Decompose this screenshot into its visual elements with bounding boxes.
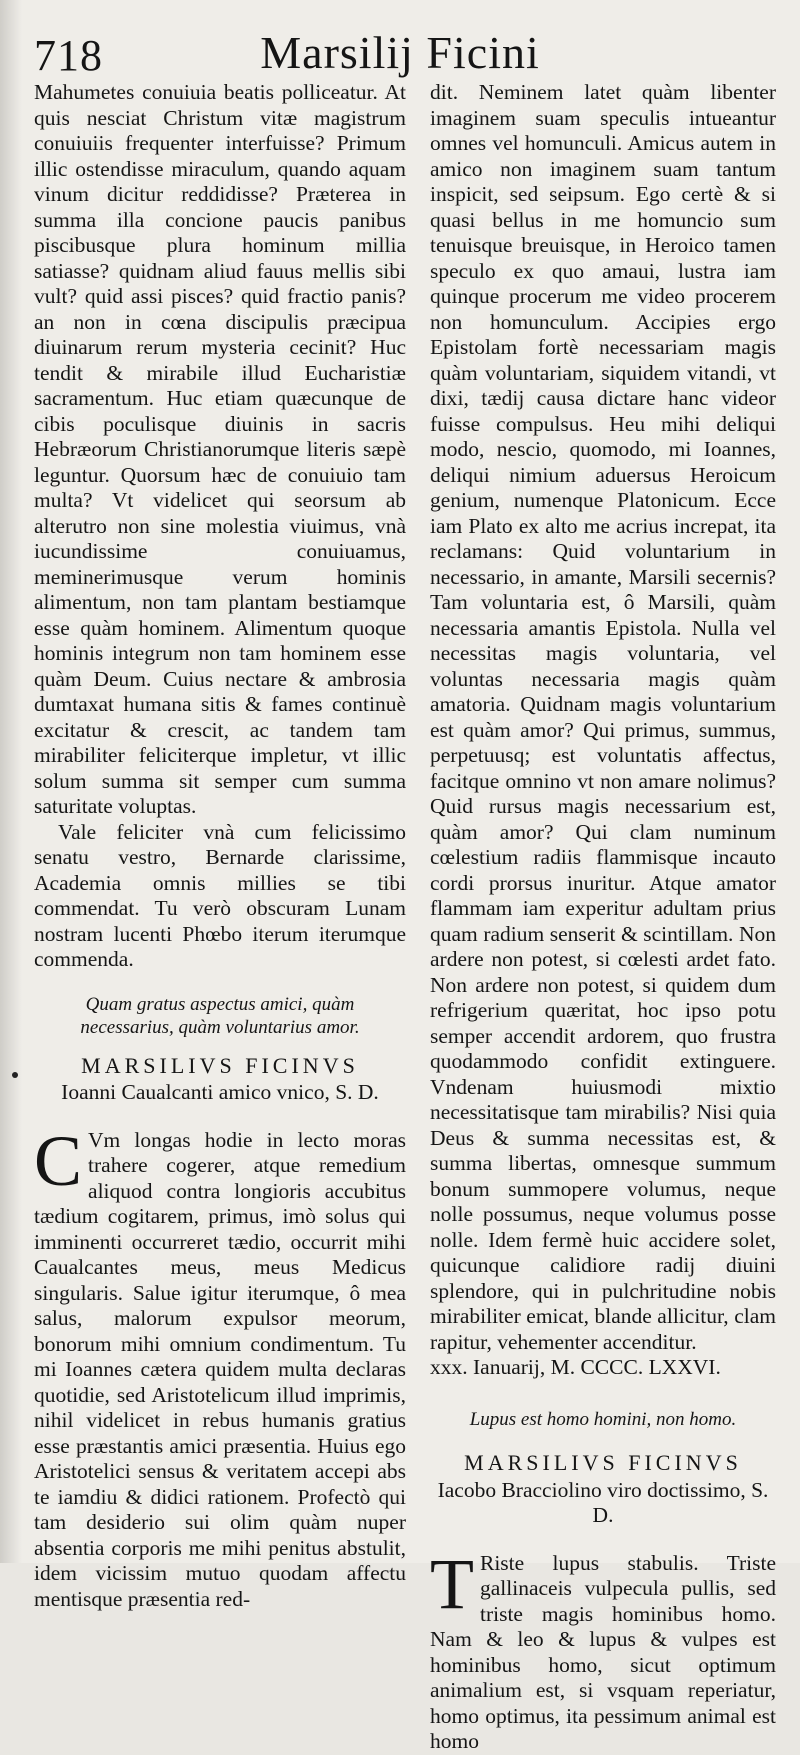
letter-addressee: Iacobo Bracciolino viro doctissimo, S. D. (437, 1477, 769, 1527)
previous-letter-closing: Vale feliciter vnà cum felicissimo senatu vestro, Bernarde clarissime, Academia omnis millies se tibi commendat. Tu verò obscuram Lunam nostram lucenti Phœbo iterum iterumque commenda. (34, 819, 406, 971)
header-title: Marsilij Ficini (260, 27, 540, 78)
letter-body (34, 1120, 406, 1613)
letter-body (430, 1543, 776, 1755)
page-number: 718 (34, 31, 103, 80)
letter-motto: Lupus est homo homini, non homo. (469, 1408, 737, 1430)
margin-mark (12, 1072, 18, 1078)
previous-letter-text: Mahumetes conuiuia beatis polliceatur. At quis nesciat Christum vitæ magistrum conuiuiis frequenter interfuisse? Primum illic ostendisse miraculum, quando aquam vinum dicitur reddidisse? Præterea in summa illa concione paucis panibus piscibusque plura hominum millia satiasse? quidnam aliud fauus mellis sibi vult? quid assi pisces? quid fractio panis? an non in cœna discipulis præcipua diuinarum rerum mysteria cecinit? Huc tendit & mirabile illud Eucharistiæ sacramentum. Huc etiam quæcunque de cibis poculisque diuinis in sacris Hebræorum Christianorumque literis sæpè leguntur. Quorsum hæc de conuiuio tam multa? Vt videlicet qui seorsum ab alterutro non sine molestia viuimus, vnà iucundissime conuiuamus, meminerimusque verum hominis alimentum, non tam plantam bestiamque esse quàm hominem. Alimentum quoque hominis integrum non tam hominem esse quàm Deum. Cuius nectare & ambrosia dumtaxat humana sitis & fames continuè excitatur & crescit, ac tandem tam mirabiliter feliciterque impletur, vt illic solum summa sit semper cum summa saturitate voluptas. (34, 80, 406, 818)
right-column (430, 80, 776, 1755)
letter-heading: MARSILIVS FICINVS (81, 1052, 359, 1078)
letter-continuation-text: dit. Neminem latet quàm libenter imaginem suam speculis intueantur omnes vel homunculi. Amicus autem in amico non imaginem suam tantum inspicit, sed seipsum. Ego certè & si quasi bellus in me homuncio sum tenuisque breuisque, in Heroico tamen speculo ex quo amaui, lustra iam quinque procerum me video procerem non homunculum. Accipies ergo Epistolam fortè necessariam magis quàm voluntariam, siquidem vitandi, vt dixi, tædij causa dictare hanc videor fuisse compulsus. Heu mihi deliqui modo, nescio, quomodo, mi Ioannes, deliqui nimium aduersus Heroicum genium, numenque Platonicum. Ecce iam Plato ex alto me acrius increpat, ita reclamans: Quid voluntarium in necessario, in amante, Marsili secernis? Tam voluntaria est, ô Marsili, quàm necessaria amantis Epistola. Nulla vel necessitas magis voluntaria, vel voluntas necessaria magis quàm amatoria. Quidnam magis voluntarium est quàm amor? Qui primus, summus, perpetuusq; est voluntatis affectus, facitque omnino vt non amare nolimus? Quid rursus magis necessarium est, quàm amor? Qui clam numinum cœlestium radiis flammisque incauto cordi prorsus inuritur. Atque amator flammam iam experitur adultam prius quam radium senserit & scintillam. Non ardere non potest, si cœlesti ardet fato. Non ardere non potest, si quidem dum refrigerium quæritat, hoc ipso potu semper accendit ardorem, quo frustra quodammodo confidit extinguere. Vndenam huiusmodi mixtio necessitatisque tam mirabilis? Nisi quia Deus & summa necessitas est, & summa libertas, omnesque summum bonum summopere volumus, neque nolle possumus, neque volumus posse nolle. Idem fermè huic accidere solet, quicunque calidiore radij diuini splendore, qui in pulchritudine nobis mirabiliter emicat, blande allicitur, clam rapitur, vehementer accenditur. (430, 80, 776, 1354)
page-gutter-shadow (0, 0, 22, 1563)
drop-cap: C (34, 1120, 83, 1201)
letter-heading: MARSILIVS FICINVS (464, 1450, 742, 1475)
running-head (30, 26, 770, 82)
letter-addressee: Ioanni Caualcanti amico vnico, S. D. (61, 1080, 379, 1104)
letter-body-text: Vm longas hodie in lecto moras trahere cogerer, atque remedium aliquod contra longioris accubitus tædium cogitarem, primus, imò solus qui imminenti occurreret tædio, occurrit mihi Caualcantes meus, meus Medicus singularis. Salue igitur iterumque, ô mea salus, malorum expulsor meorum, bonorum mihi omnium condimentum. Tu mi Ioannes cætera quidem multa declaras quotidie, sed Aristotelicum illud imprimis, nihil videlicet in rebus humanis gratius esse præstantis amici præsentia. Huius ego Aristotelici sensus & veritatem accepi abs te iamdiu & didici rationem. Profectò qui tam desiderio sui olim quàm nuper absentia corporis me mihi penitus abstulit, idem vicissim mutuo quodam affectu mentisque præsentia red- (34, 1127, 406, 1611)
letter-date: xxx. Ianuarij, M. CCCC. LXXVI. (430, 1355, 721, 1379)
letter-motto: Quam gratus aspectus amici, quàm necessarius, quàm voluntarius amor. (80, 993, 360, 1038)
letter-body-text: Riste lupus stabulis. Triste gallinaceis vulpecula pullis, sed triste magis hominibus homo. Nam & leo & lupus & vulpes est hominibus homo, sicut optimum animalium est, si vsquam reperiatur, homo optimus, ita pessimum animal est homo (430, 1550, 776, 1753)
drop-cap: T (430, 1543, 474, 1624)
left-column (34, 80, 406, 1612)
